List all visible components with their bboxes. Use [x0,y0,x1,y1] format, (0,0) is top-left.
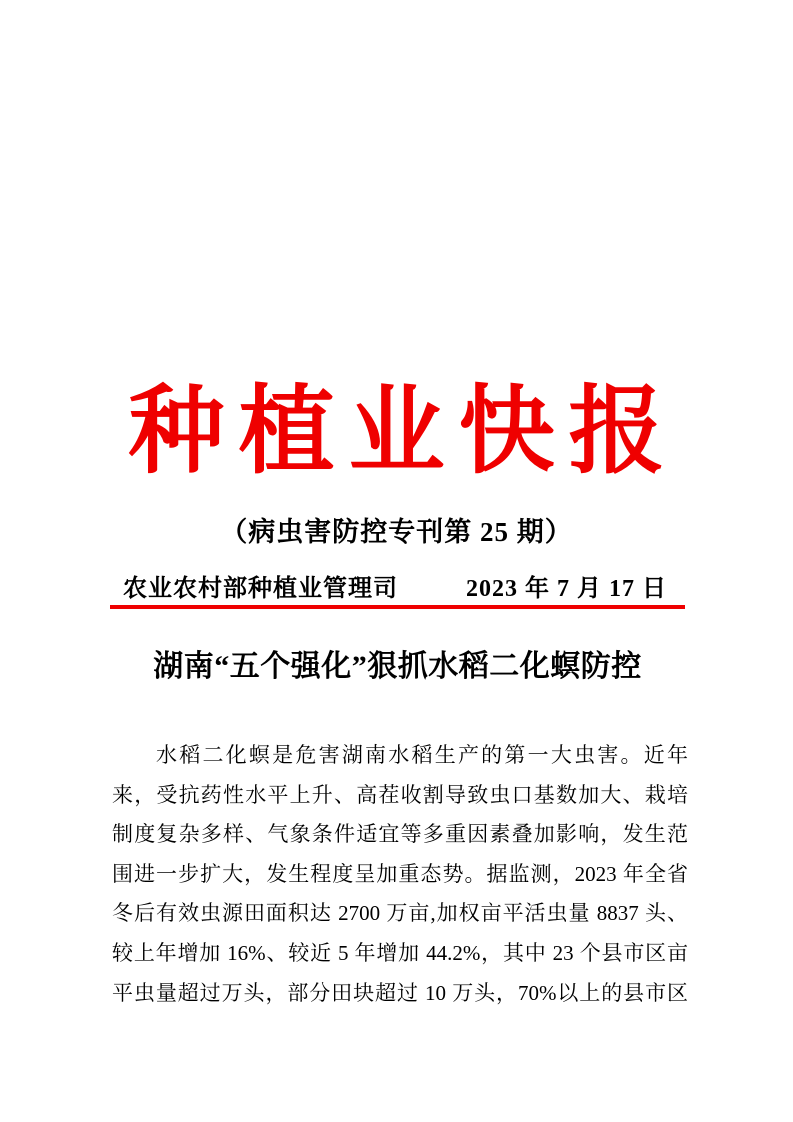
body-text-line: 围进一步扩大，发生程度呈加重态势。据监测，2023 年全省 [112,861,688,886]
body-text-line: 较上年增加 16%、较近 5 年增加 44.2%，其中 23 个县市区亩 [112,940,688,965]
article-body [112,736,688,1013]
masthead-info-row [110,574,685,604]
body-text-line: 平虫量超过万头，部分田块超过 10 万头，70%以上的县市区 [112,980,688,1005]
body-text-line: 制度复杂多样、气象条件适宜等多重因素叠加影响，发生范 [112,822,688,847]
issuing-department: 农业农村部种植业管理司 [123,576,398,602]
red-divider-rule [110,605,685,609]
body-text-line: 来，受抗药性水平上升、高茬收割导致虫口基数加大、栽培 [112,782,688,807]
bulletin-title: 种植业快报 [128,378,679,485]
body-text-line: 水稻二化螟是危害湖南水稻生产的第一大虫害。近年 [156,743,688,767]
issue-date: 2023 年 7 月 17 日 [466,576,667,602]
body-text-line: 冬后有效虫源田面积达 2700 万亩,加权亩平活虫量 8837 头、 [112,901,688,926]
issue-subtitle: （病虫害防控专刊第 25 期） [220,517,573,547]
article-headline: 湖南“五个强化”狠抓水稻二化螟防控 [153,650,642,683]
